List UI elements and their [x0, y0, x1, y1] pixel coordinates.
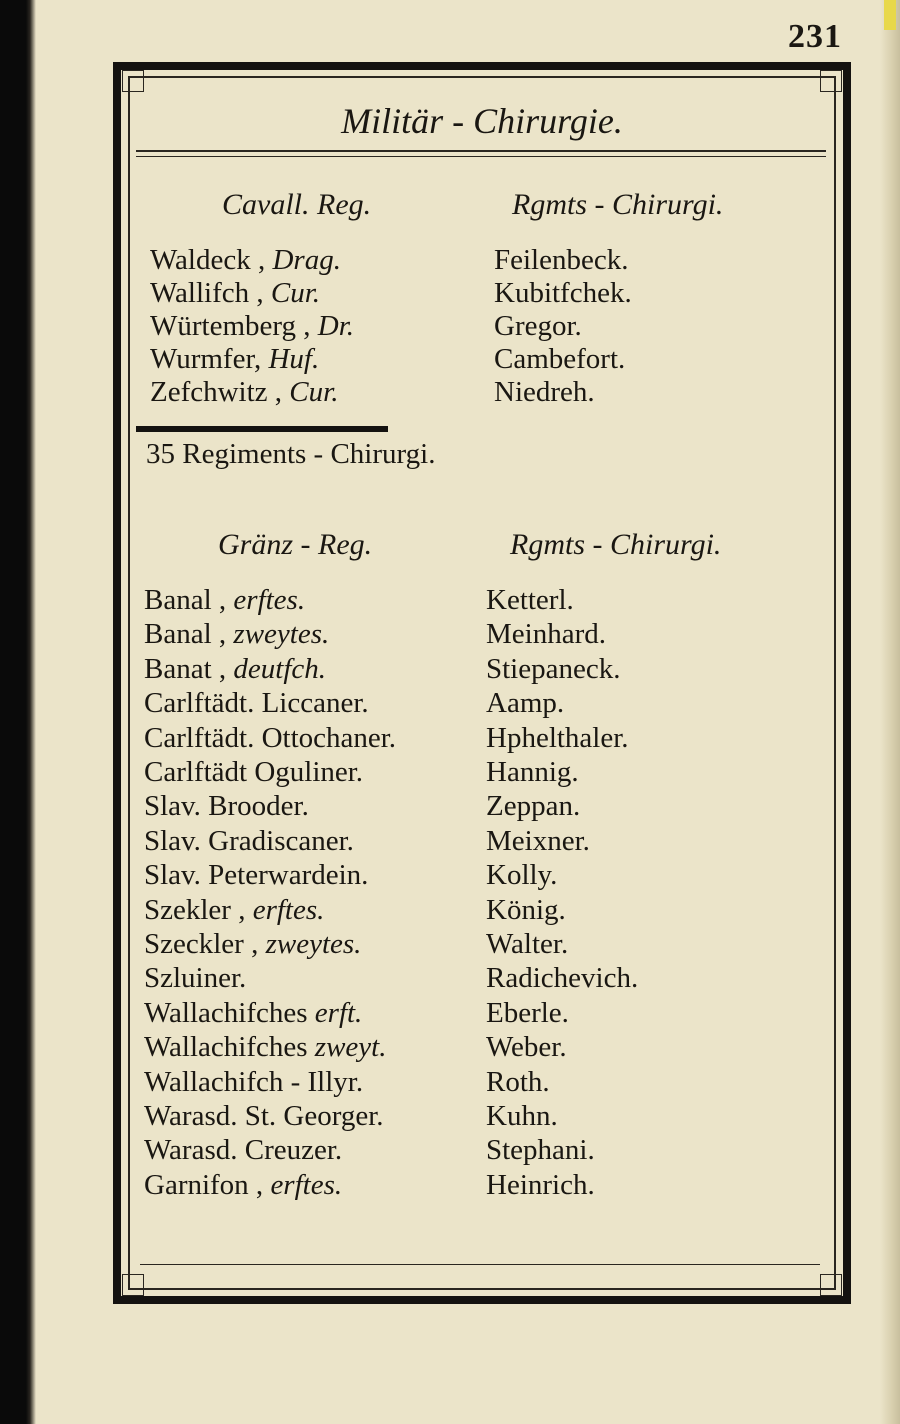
frame-corner [122, 1274, 144, 1296]
surgeon-name: Walter. [486, 928, 569, 960]
regiment-label: Slav. Peterwardein. [144, 859, 369, 892]
page-title: Militär - Chirurgie. [341, 101, 623, 141]
regiment-name [144, 859, 368, 892]
surgeon-header-2: Rgmts - Chirurgi. [510, 528, 722, 561]
regiment-type: Huf. [268, 343, 320, 375]
regiment-label: Carlftädt Oguliner. [144, 756, 364, 788]
regiment-name [144, 1066, 363, 1099]
regiment-name [150, 244, 341, 277]
regiment-name [144, 1169, 342, 1202]
regiment-name [144, 1031, 386, 1064]
surgeon-name: Radichevich. [486, 962, 639, 995]
regiment-label: Slav. Gradiscaner. [144, 824, 354, 857]
surgeon-name: Hphelthaler. [486, 721, 629, 754]
surgeon-name: König. [486, 893, 566, 926]
regiment-type: Cur. [289, 376, 339, 408]
surgeon-name: Cambefort. [494, 343, 626, 375]
surgeon-name: Heinrich. [486, 1168, 595, 1201]
surgeon-name: Kuhn. [486, 1100, 558, 1132]
surgeon-header-1: Rgmts - Chirurgi. [512, 188, 724, 221]
surgeon-name: Stephani. [486, 1134, 595, 1167]
regiment-type: Dr. [317, 310, 355, 342]
frame-corner [820, 1274, 842, 1296]
surgeon-name: Zeppan. [486, 790, 581, 823]
regiment-label: Banal , [144, 618, 227, 651]
surgeon-name: Meixner. [486, 824, 590, 857]
paper-tab [884, 0, 896, 30]
section-divider [136, 426, 388, 432]
title-rule [136, 150, 826, 152]
regiment-label: Garnifon , [144, 1168, 264, 1201]
regiment-label: Wallachifches [144, 996, 308, 1029]
regiment-label: Szluiner. [144, 962, 247, 995]
regiment-name [144, 756, 363, 789]
surgeon-name: Niedreh. [494, 376, 595, 408]
regiment-name [150, 310, 354, 343]
regiment-name [150, 343, 319, 376]
regiment-label: Banat , [144, 652, 227, 685]
regiment-name [144, 687, 369, 720]
surgeon-name: Ketterl. [486, 584, 574, 616]
regiment-name [144, 618, 329, 651]
surgeon-name: Weber. [486, 1031, 567, 1064]
surgeon-name: Aamp. [486, 687, 565, 720]
surgeon-name: Roth. [486, 1065, 550, 1098]
regiment-name [144, 825, 354, 858]
cavalry-regiment-header: Cavall. Reg. [222, 188, 372, 221]
regiment-type: erftes. [270, 1168, 343, 1201]
surgeon-name: Kolly. [486, 859, 558, 892]
regiment-name [144, 653, 326, 686]
regiment-type: erftes. [252, 893, 325, 926]
regiment-type: Cur. [270, 277, 321, 309]
regiment-name [144, 997, 362, 1030]
title-rule-thin [136, 156, 826, 157]
regiment-label: Zefchwitz , [150, 376, 283, 408]
surgeon-name: Kubitfchek. [494, 277, 632, 309]
border-regiment-header: Gränz - Reg. [218, 528, 373, 561]
regiment-type: zweyt. [314, 1031, 387, 1064]
regiment-name [144, 962, 246, 995]
regiment-name [144, 722, 396, 755]
regiment-label: Slav. Brooder. [144, 790, 309, 823]
surgeon-name: Feilenbeck. [494, 244, 629, 276]
regiment-type: deutfch. [233, 652, 327, 685]
regiment-type: Drag. [272, 244, 341, 276]
regiment-name [144, 894, 324, 927]
regiment-label: Carlftädt. Ottochaner. [144, 721, 397, 754]
regiment-total: 35 Regiments - Chirurgi. [146, 438, 436, 470]
surgeon-name: Meinhard. [486, 618, 606, 651]
regiment-type: zweytes. [233, 618, 330, 651]
frame-corner [820, 70, 842, 92]
regiment-name [144, 1134, 342, 1167]
regiment-name [144, 584, 305, 617]
regiment-type: erft. [314, 996, 363, 1029]
regiment-type: zweytes. [265, 928, 362, 960]
surgeon-name: Hannig. [486, 756, 579, 788]
regiment-label: Warasd. St. Georger. [144, 1100, 384, 1132]
regiment-name [144, 928, 361, 961]
book-spine [0, 0, 36, 1424]
regiment-label: Waldeck , [150, 244, 266, 276]
regiment-label: Wurmfer, [150, 343, 262, 375]
regiment-label: Szekler , [144, 893, 246, 926]
regiment-name [150, 277, 320, 310]
regiment-label: Wallachifches [144, 1031, 308, 1064]
regiment-label: Wallifch , [150, 277, 264, 309]
regiment-label: Würtemberg , [150, 310, 311, 342]
page-number: 231 [788, 18, 842, 55]
regiment-name [150, 376, 338, 409]
surgeon-name: Stiepaneck. [486, 652, 621, 685]
page-edge [880, 0, 900, 1424]
regiment-label: Szeckler , [144, 928, 259, 960]
bottom-rule [140, 1264, 820, 1265]
regiment-name [144, 790, 309, 823]
frame-corner [122, 70, 144, 92]
regiment-label: Warasd. Creuzer. [144, 1134, 343, 1167]
regiment-label: Wallachifch - Illyr. [144, 1065, 364, 1098]
surgeon-name: Eberle. [486, 996, 569, 1029]
surgeon-name: Gregor. [494, 310, 582, 342]
regiment-type: erftes. [233, 584, 306, 616]
regiment-name [144, 1100, 384, 1133]
regiment-label: Carlftädt. Liccaner. [144, 687, 369, 720]
regiment-label: Banal , [144, 584, 227, 616]
